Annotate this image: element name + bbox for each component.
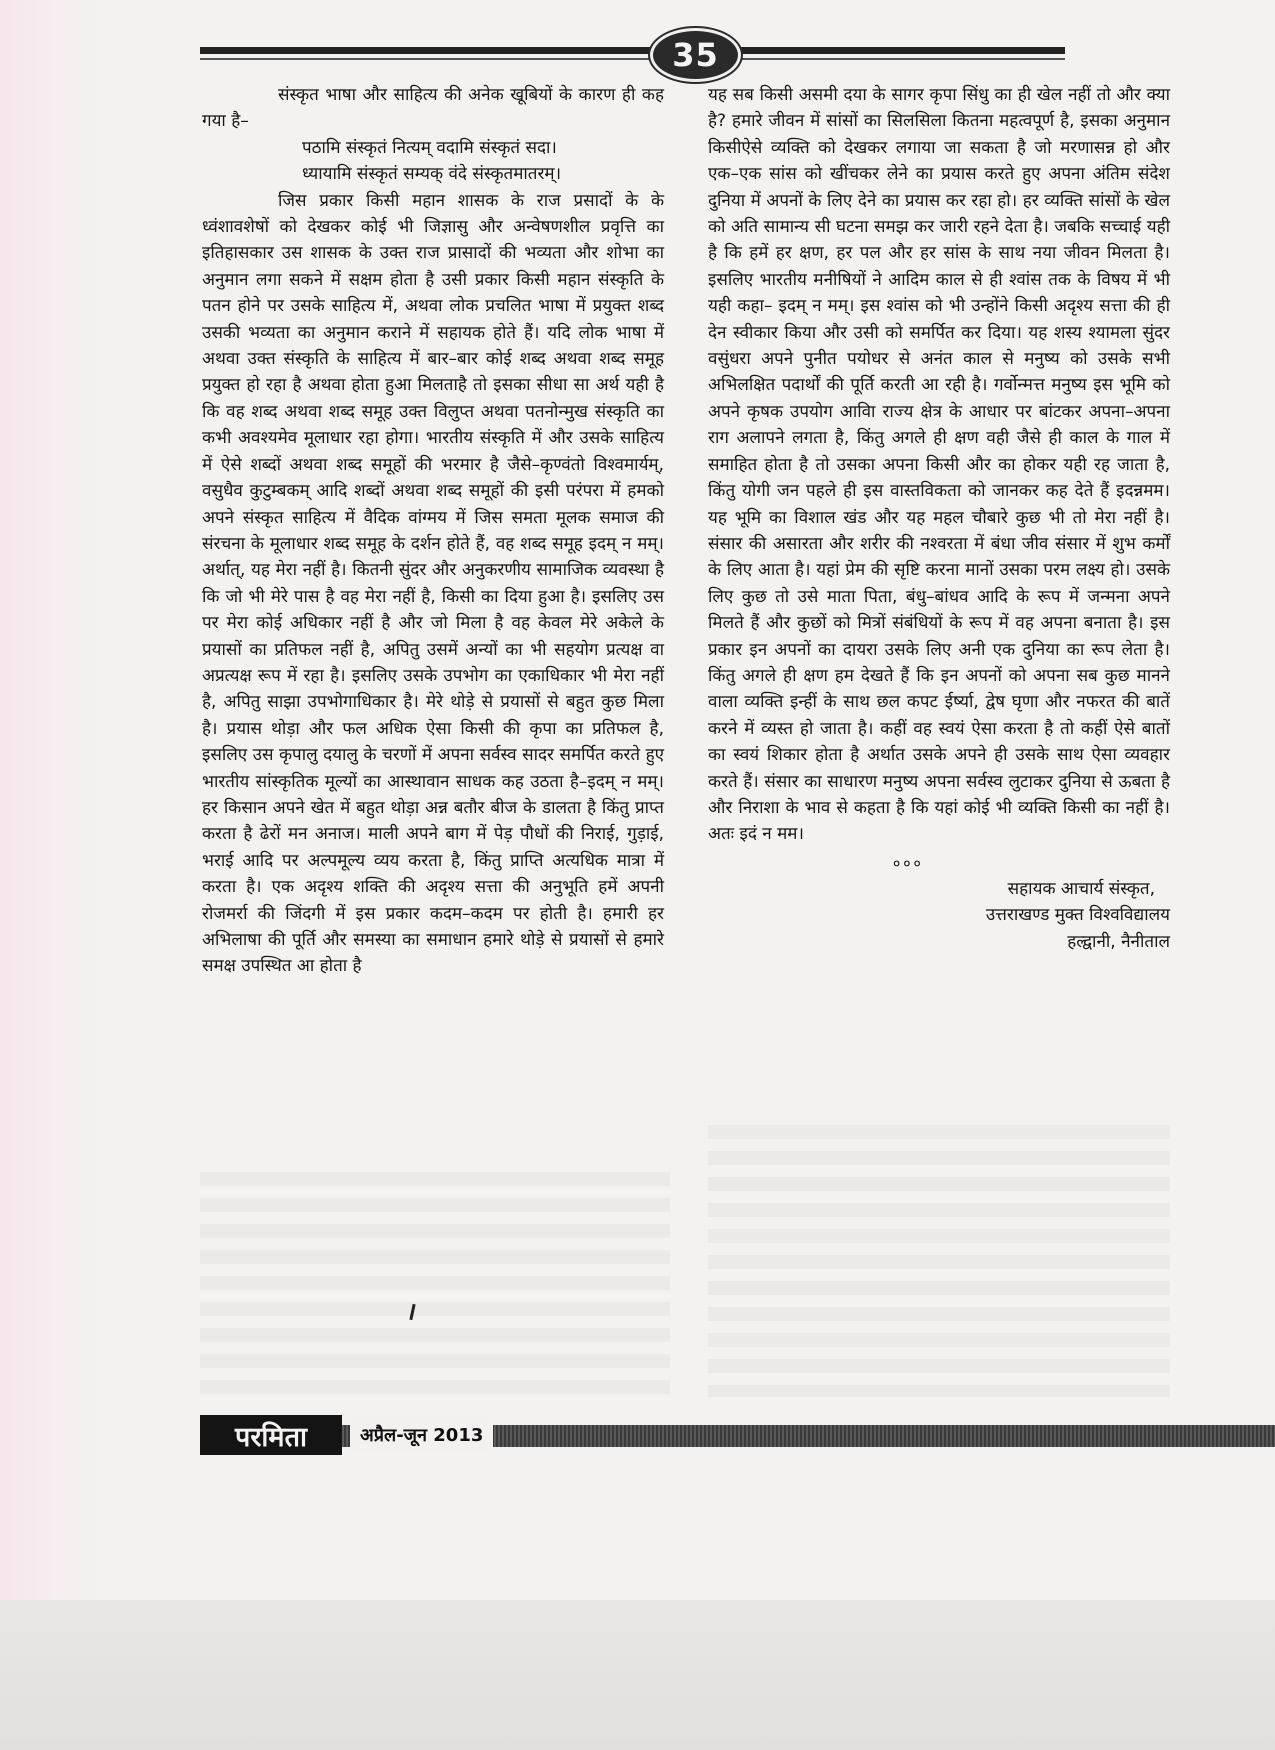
magazine-logo: [200, 1415, 342, 1455]
section-separator: ०००: [893, 855, 924, 872]
header-rule-right: [735, 47, 1065, 54]
header-rule-thin: [200, 58, 1065, 60]
paragraph: यह सब किसी असमी दया के सागर कृपा सिंधु का ही खेल नहीं तो और क्या है? हमारे जीवन में सांसों का सिलसिला कितना महत्वपूर्ण है, इसका अनुमान किसीऐसे व्यक्ति को देखकर लगाया जा सकता है जो मरणासन्न हो और एक–एक सांस को खींचकर लेने का प्रयास करते हुए अपना अंतिम संदेश दुनिया में अपनों के लिए देने का प्रयास कर रहा हो। हर व्यक्ति सांसों के खेल को अति सामान्य सी घटना समझ कर जारी रहने देता है। जबकि सच्चाई यही है कि हमें हर क्षण, हर पल और हर सांस के साथ नया जीवन मिलता है। इसलिए भारतीय मनीषियों ने आदिम काल से ही श्वांस तक के विषय में भी यही कहा– इदम् न मम्। इस श्वांस को भी उन्होंने किसी अदृश्य सत्ता की ही देन स्वीकार किया और उसी को समर्पित कर दिया। यह शस्य श्यामला सुंदर वसुंधरा अपने पुनीत पयोधर से अनंत काल से मनुष्य को उसके सभी अभिलक्षित पदार्थों की पूर्ति करती आ रही है। गर्वोन्मत्त मनुष्य इस भूमि को अपने कृषक उपयोग आविा राज्य क्षेत्र के आधार पर बांटकर अपना–अपना राग अलापने लगता है, किंतु अगले ही क्षण वही जैसे ही काल के गाल में समाहित होता है तो उसका अपना किसी और का होकर यही रह जाता है, किंतु योगी जन पहले ही इस वास्तविकता को जानकर कह देते हैं इदन्नमम। यह भूमि का विशाल खंड और यह महल चौबारे कुछ भी तो मेरा नहीं है। संसार की असारता और शरीर की नश्वरता में बंधा जीव संसार में शुभ कर्मों के लिए आता है। यहां प्रेम की सृष्टि करना मानों उसका परम लक्ष्य हो। उसके लिए कुछ तो उसे माता पिता, बंधु–बांधव आदि के रूप में जन्मना अपने मिलते हैं और कुछों को मित्रों संबंधियों के रूप में वह अपना बनाता है। इस प्रकार इन अपनों का दायरा उसके लिए अनी एक दुनिया का रूप लेता है। किंतु अगले ही क्षण हम देखते हैं कि इन अपनों को अपना सब कुछ मानने वाला व्यक्ति इन्हीं के साथ छल कपट ईर्ष्या, द्वेष घृणा और नफरत की बातें करने में व्यस्त हो जाता है। कहीं वह स्वयं ऐसा करता है तो कहीं ऐसे बातों का स्वयं शिकार होता है अर्थात उसके अपने ही उसके साथ ऐसा व्यवहार करते हैं। संसार का साधारण मनुष्य अपना सर्वस्व लुटाकर दुनिया से ऊबता है और निराशा के भाव से कहता है कि यहां कोई भी व्यक्ति किसी का नहीं है। अतः इदं न मम।: [708, 85, 1170, 845]
paragraph: जिस प्रकार किसी महान शासक के राज प्रसादों के के ध्वंशावशेषों को देखकर कोई भी जिज्ञासु और अन्वेषणशील प्रवृत्ति का इतिहासकार उस शासक के उक्त राज प्रासादों की भव्यता और शोभा का अनुमान लगा सकने में सक्षम होता है उसी प्रकार किसी महान संस्कृति के पतन होने पर उसके साहित्य में, अथवा लोक प्रचलित भाषा में प्रयुक्त शब्द उसकी भव्यता का अनुमान कराने में सहायक होते हैं। यदि लोक भाषा में अथवा उक्त संस्कृति के साहित्य में बार–बार कोई शब्द अथवा शब्द समूह प्रयुक्त हो रहा है अथवा होता हुआ मिलताहै तो इसका सीधा सा अर्थ यही है कि वह शब्द अथवा शब्द समूह उक्त विलुप्त अथवा पतनोन्मुख संस्कृति का कभी अवश्यमेव मूलाधार रहा होगा। भारतीय संस्कृति में और उसके साहित्य में ऐसे शब्दों अथवा शब्द समूहों की भरमार है जैसे–कृण्वंतो विश्वमार्यम्, वसुधैव कुटुम्बकम् आदि शब्दों अथवा शब्द समूहों की इसी परंपरा में हमको अपने संस्कृत साहित्य में वैदिक वांग्मय में जिस समता मूलक समाज की संरचना के मूलाधार शब्द समूह के दर्शन होते हैं, वह शब्द समूह इदम् न मम्। अर्थात्, यह मेरा नहीं है। कितनी सुंदर और अनुकरणीय सामाजिक व्यवस्था है कि जो भी मेरे पास है वह मेरा नहीं है, किसी का दिया हुआ है। इसलिए उस पर मेरा कोई अधिकार नहीं है और जो मिला है वह केवल मेरे अकेले के प्रयासों का प्रतिफल नहीं है, अपितु उसमें अन्यों का भी सहयोग प्रत्यक्ष वा अप्रत्यक्ष रूप में रहा है। इसलिए उसके उपभोग का एकाधिकार भी मेरा नहीं है, अपितु साझा उपभोगाधिकार है। मेरे थोड़े से प्रयासों से बहुत कुछ मिला है। प्रयास थोड़ा और फल अधिक ऐसा किसी की कृपा का प्रतिफल है, इसलिए उस कृपालु दयालु के चरणों में अपना सर्वस्व सादर समर्पित करते हुए भारतीय सांस्कृतिक मूल्यों का आस्थावान साधक कह उठता है–इदम् न मम्। हर किसान अपने खेत में बहुत थोड़ा अन्न बतौर बीज के डालता है किंतु प्राप्त करता है ढेरों मन अनाज। माली अपने बाग में पेड़ पौधों की निराई, गुड़ाई, भराई आदि पर अल्पमूल्य व्यय करता है, किंतु प्राप्ति अत्यधिक मात्रा में करता है। एक अदृश्य शक्ति की अदृश्य सत्ता की अनुभूति हमें अपनी रोजमर्रा की जिंदगी में इस प्रकार कदम–कदम पर होती है। हमारी हर अभिलाषा की पूर्ति और समस्या का समाधान हमारे थोड़े से प्रयासों से हमारे समक्ष उपस्थित आ होता है: [202, 190, 664, 977]
page-bottom-margin: [0, 1600, 1275, 1750]
verse-line: पठामि संस्कृतं नित्यम् वदामि संस्कृतं सदा।: [302, 137, 557, 158]
header-rule-left: [200, 47, 650, 54]
issue-date: अप्रैल-जून 2013: [350, 1418, 493, 1452]
magazine-name: परमिता: [235, 1421, 307, 1453]
verse-line: ध्यायामि संस्कृतं सम्यक् वंदे संस्कृतमातरम्।: [302, 164, 562, 185]
right-column: [708, 82, 1170, 955]
page-number: 35: [672, 36, 719, 74]
author-signature: [708, 876, 1170, 955]
page-number-badge: [650, 28, 741, 82]
author-institution: उत्तराखण्ड मुक्त विश्वविद्यालय: [985, 905, 1170, 926]
author-location: हल्द्वानी, नैनीताल: [1067, 931, 1170, 952]
bleed-through-texture: [200, 1172, 670, 1397]
author-title: सहायक आचार्य संस्कृत,: [1007, 878, 1155, 899]
paragraph: संस्कृत भाषा और साहित्य की अनेक खूबियों के कारण ही कह गया है–: [202, 85, 664, 132]
bleed-through-texture: [708, 1125, 1170, 1397]
left-column: [202, 82, 664, 980]
